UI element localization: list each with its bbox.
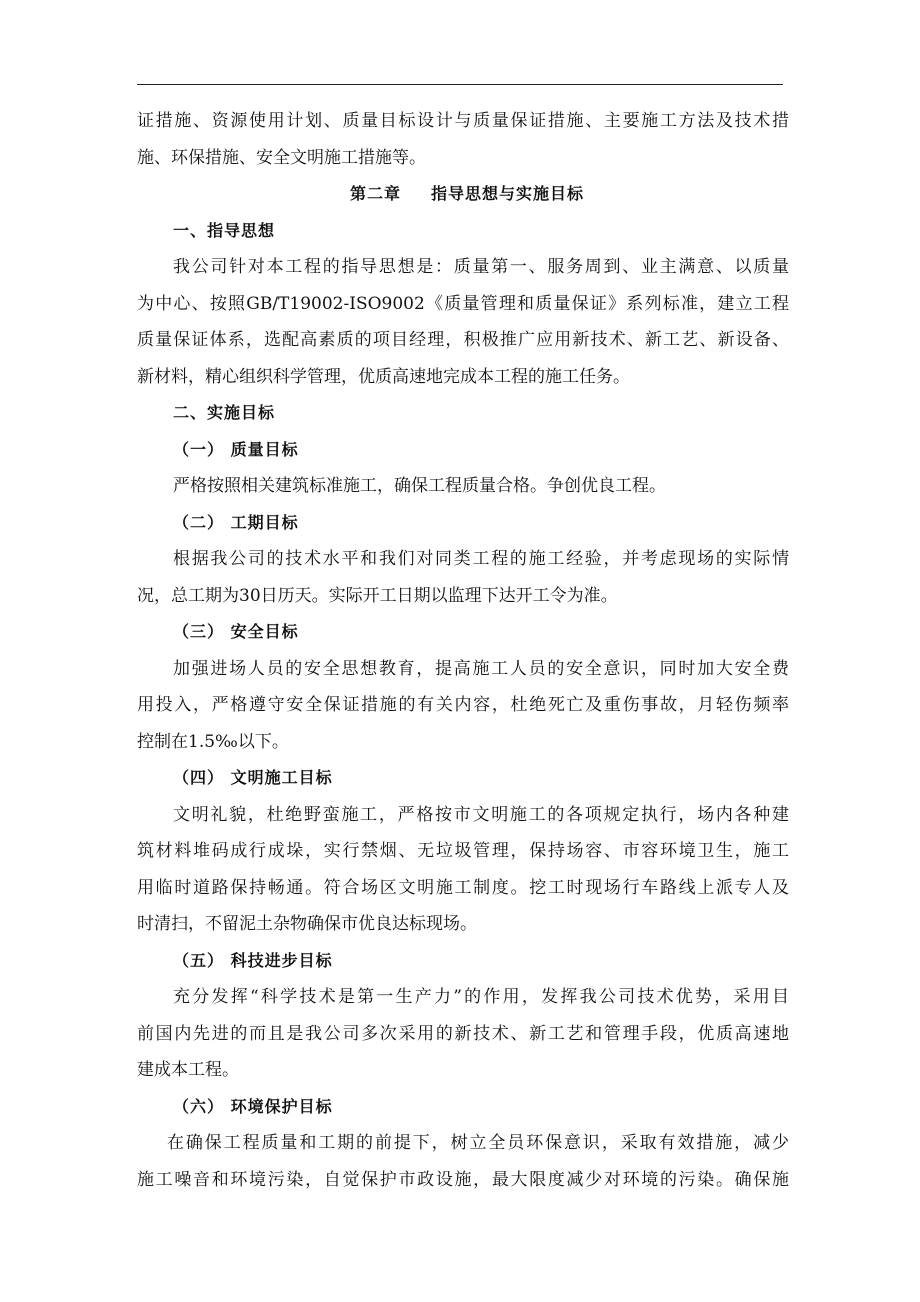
goal-heading: （四） 文明施工目标 — [173, 768, 333, 787]
paragraph-line: 在确保工程质量和工期的前提下，树立全员环保意识，采取有效措施，减少 — [167, 1133, 789, 1153]
paragraph-line: 筑材料堆码成行成垛，实行禁烟、无垃圾管理，保持场容、市容环境卫生，施工 — [137, 841, 789, 861]
paragraph-line: 新材料，精心组织科学管理，优质高速地完成本工程的施工任务。 — [137, 366, 630, 387]
document-body — [137, 103, 789, 1198]
paragraph-line: 质量保证体系，选配高素质的项目经理，积极推广应用新技术、新工艺、新设备、 — [137, 330, 789, 350]
goal-heading: （三） 安全目标 — [173, 622, 299, 641]
paragraph-line: 时清扫，不留泥土杂物确保市优良达标现场。 — [137, 914, 477, 934]
goal-heading: （五） 科技进步目标 — [173, 950, 333, 970]
goal-heading: （二） 工期目标 — [173, 512, 299, 532]
intro-line: 证措施、资源使用计划、质量目标设计与质量保证措施、主要施工方法及技术措 — [137, 111, 789, 131]
paragraph-line: 充分发挥“科学技术是第一生产力”的作用，发挥我公司技术优势，采用目 — [173, 987, 789, 1007]
paragraph-line: 用投入，严格遵守安全保证措施的有关内容，杜绝死亡及重伤事故，月轻伤频率 — [137, 695, 789, 715]
chapter-number: 第二章 — [349, 184, 401, 203]
paragraph-line: 控制在1.5‰以下。 — [137, 731, 289, 752]
chapter-name: 指导思想与实施目标 — [431, 184, 585, 203]
intro-line: 施、环保措施、安全文明施工措施等。 — [137, 147, 426, 168]
section-heading: 一、指导思想 — [173, 220, 276, 240]
paragraph-line: 施工噪音和环境污染，自觉保护市政设施，最大限度减少对环境的污染。确保施 — [137, 1169, 789, 1190]
paragraph-line: 为中心、按照GB/T19002-ISO9002《质量管理和质量保证》系列标准，建立工程 — [137, 293, 789, 314]
paragraph-line: 根据我公司的技术水平和我们对同类工程的施工经验，并考虑现场的实际情 — [173, 549, 789, 569]
goal-heading: （六） 环境保护目标 — [173, 1096, 333, 1116]
paragraph-line: 况，总工期为30日历天。实际开工日期以监理下达开工令为准。 — [137, 585, 618, 606]
paragraph-line: 我公司针对本工程的指导思想是：质量第一、服务周到、业主满意、以质量 — [173, 257, 789, 277]
paragraph-line: 用临时道路保持畅通。符合场区文明施工制度。挖工时现场行车路线上派专人及 — [137, 877, 789, 898]
paragraph-line: 建成本工程。 — [137, 1060, 239, 1080]
paragraph-line: 文明礼貌，杜绝野蛮施工，严格按市文明施工的各项规定执行，场内各种建 — [173, 804, 789, 825]
paragraph-line: 加强进场人员的安全思想教育，提高施工人员的安全意识，同时加大安全费 — [173, 658, 789, 679]
goal-heading: （一） 质量目标 — [173, 439, 299, 459]
chapter-title — [137, 176, 789, 213]
header-rule — [137, 84, 783, 85]
paragraph-line: 严格按照相关建筑标准施工，确保工程质量合格。争创优良工程。 — [173, 476, 666, 496]
paragraph-line: 前国内先进的而且是我公司多次采用的新技术、新工艺和管理手段，优质高速地 — [137, 1023, 789, 1044]
section-heading: 二、实施目标 — [173, 403, 276, 422]
